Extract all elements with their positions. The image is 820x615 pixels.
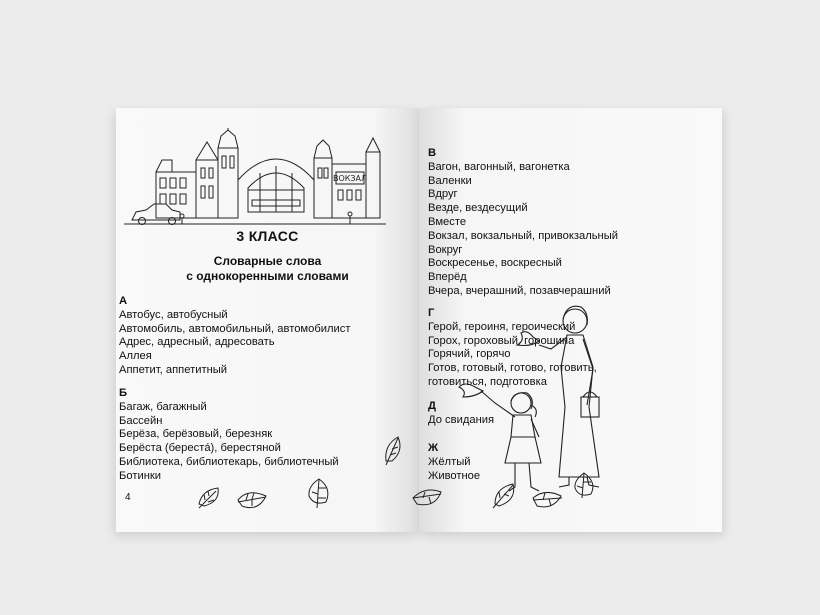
letter-section-b <box>119 387 339 484</box>
leaf-icon <box>304 476 334 510</box>
word-entry: Валенки <box>428 174 472 187</box>
word-entry: Герой, героиня, героический <box>428 320 576 333</box>
leaf-icon <box>236 488 270 514</box>
woman-and-girl-illustration <box>455 297 615 497</box>
word-entry: До свидания <box>428 413 495 426</box>
page-number: 4 <box>125 492 131 503</box>
word-entry: Вдруг <box>428 188 458 201</box>
letter-section-v <box>428 147 618 299</box>
word-entry: Вокзал, вокзальный, привокзальный <box>428 229 619 242</box>
leaf-icon <box>382 433 406 467</box>
word-entry: Берёста (берестá), берестяной <box>119 442 281 455</box>
leaf-icon <box>196 484 226 512</box>
left-page <box>116 108 419 532</box>
word-entry: Вместе <box>428 215 467 228</box>
letter-section-a <box>119 295 350 378</box>
word-entry: Автомобиль, автомобильный, автомобилист <box>119 322 351 335</box>
word-entry: Автобус, автобусный <box>119 308 228 321</box>
open-book <box>116 108 722 532</box>
section-letter: Ж <box>428 442 439 454</box>
word-entry: Вокруг <box>428 243 463 256</box>
word-entry: Аппетит, аппетитный <box>119 363 228 376</box>
subtitle-line: Словарные слова <box>213 254 322 268</box>
word-entry: Бассейн <box>119 414 163 427</box>
word-entry: Жёлтый <box>428 455 471 468</box>
word-entry: Багаж, багажный <box>119 400 207 413</box>
word-entry: Вагон, вагонный, вагонетка <box>428 160 570 173</box>
word-entry: Ботинки <box>119 469 162 482</box>
section-letter: Д <box>428 400 436 412</box>
word-entry: Воскресенье, воскресный <box>428 257 562 270</box>
leaf-icon <box>411 486 445 510</box>
word-entry: Аллея <box>119 350 152 363</box>
grade-title: 3 КЛАСС <box>236 228 299 244</box>
word-entry: Везде, вездесущий <box>428 202 528 215</box>
section-letter: А <box>119 295 128 307</box>
section-letter: В <box>428 147 437 159</box>
word-entry: Животное <box>428 469 481 482</box>
word-entry: готовиться, подготовка <box>428 375 547 388</box>
word-entry: Горох, гороховый, горошина <box>428 334 575 347</box>
station-sign-text: ВОКЗАЛ <box>332 174 368 183</box>
station-building-illustration <box>124 128 394 228</box>
word-entry: Вперёд <box>428 271 467 284</box>
subtitle-line: с однокоренными словами <box>186 269 349 283</box>
section-subtitle <box>116 254 419 284</box>
section-letter: Г <box>428 307 435 319</box>
word-entry: Вчера, вчерашний, позавчерашний <box>428 284 611 297</box>
section-letter: Б <box>119 387 128 399</box>
word-entry: Берёза, берёзовый, березняк <box>119 428 273 441</box>
word-entry: Адрес, адресный, адресовать <box>119 336 275 349</box>
word-entry: Готов, готовый, готово, готовить, <box>428 362 597 375</box>
word-entry: Библиотека, библиотекарь, библиотечный <box>119 455 339 468</box>
word-entry: Горячий, горячо <box>428 348 511 361</box>
